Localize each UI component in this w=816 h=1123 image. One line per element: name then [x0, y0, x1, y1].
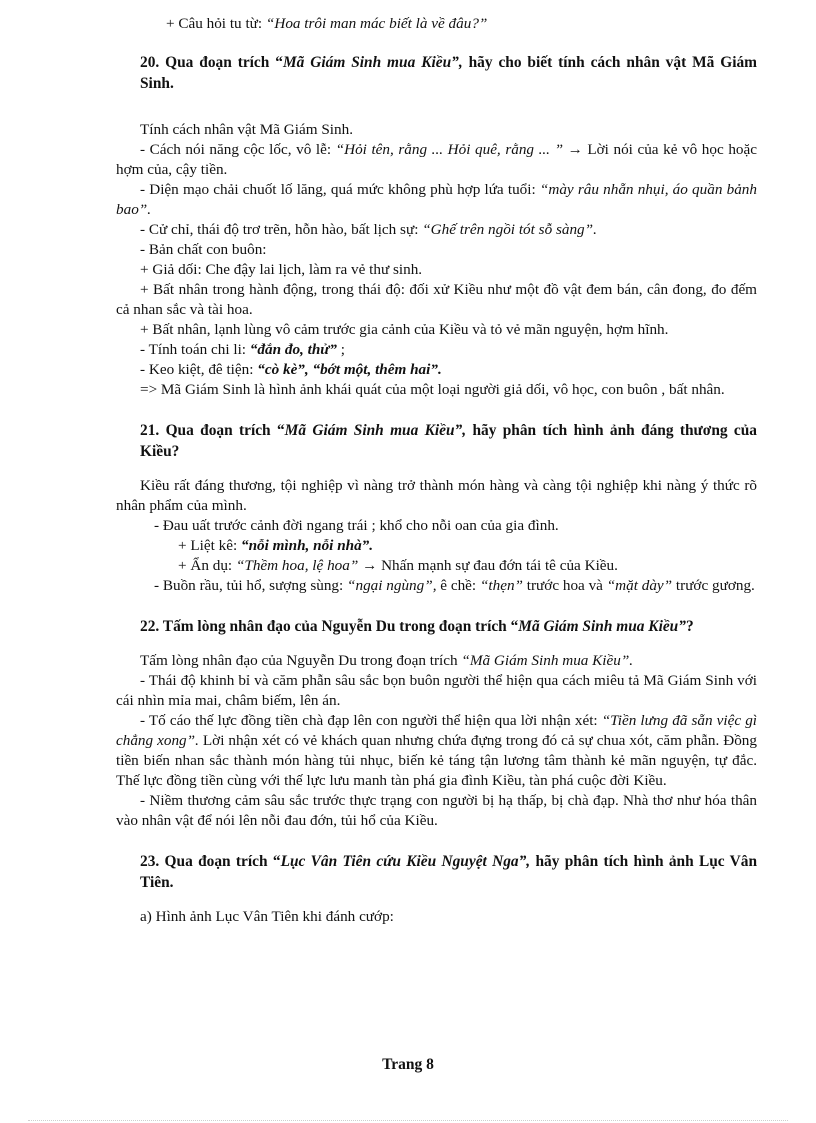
paragraph: Tấm lòng nhân đạo của Nguyễn Du trong đoạn trích “Mã Giám Sinh mua Kiều”. [140, 652, 634, 669]
section-23-heading: 23. Qua đoạn trích “Lục Vân Tiên cứu Kiều Nguyệt Nga”, hãy phân tích hình ảnh Lục Vân Tiên. [140, 853, 758, 891]
section-20-body: Tính cách nhân vật Mã Giám Sinh. - Cách nói năng cộc lốc, vô lễ: “Hỏi tên, rằng ... Hỏi quê, rằng ... ” → Lời nói của kẻ vô học hoặc hợm của, cậy tiền. - Diện mạo chải chuốt lố lăng, quá mức không phù hợp lứa tuổi: “mày râu nhẵn nhụi, áo quần bảnh bao”. - Cử chỉ, thái độ trơ trẽn, hỗn hào, bất lịch sự: “Ghế trên ngồi tót sỗ sàng”. - Bản chất con buôn: + Giả dối: Che đậy lai lịch, làm ra vẻ thư sinh. + Bất nhân trong hành động, trong thái độ: đối xử Kiều như một đồ vật đem bán, cân đong, đo đếm cả nhan sắc và tài hoa. + Bất nhân, lạnh lùng vô cảm trước gia cảnh của Kiều và tỏ vẻ mãn nguyện, hợm hĩnh. - Tính toán chi li: “đắn đo, thử” ; - Keo kiệt, đê tiện: “cò kè”, “bớt một, thêm hai”. => Mã Giám Sinh là hình ảnh khái quát của một loại người giả dối, vô học, con buôn , bất nhân. [116, 121, 757, 398]
paragraph: - Cách nói năng cộc lốc, vô lễ: “Hỏi tên, rằng ... Hỏi quê, rằng ... ” → Lời nói của kẻ vô học hoặc hợm của, cậy tiền. [116, 141, 757, 178]
page-number: Trang 8 [382, 1056, 434, 1073]
document-page [116, 14, 757, 927]
paragraph: - Tố cáo thế lực đồng tiền chà đạp lên con người thể hiện qua lời nhận xét: “Tiền lưng đã sẵn việc gì chẳng xong”. Lời nhận xét có vẻ khách quan nhưng chứa đựng trong đó cả sự chua xót, căm phẫn. Đồng tiền biến nhan sắc thành món hàng tủi nhục, biến kẻ táng tận lương tâm thành kẻ mãn nguyện, tự đắc. Thế lực đồng tiền cùng với thế lực lưu manh tàn phá gia đình Kiều, tàn phá cuộc đời Kiều. [116, 712, 758, 789]
paragraph: - Buồn rầu, tủi hổ, sượng sùng: “ngại ngùng”, ê chề: “thẹn” trước hoa và “mặt dày” trước gương. [154, 577, 755, 594]
section-22-heading: 22. Tấm lòng nhân đạo của Nguyễn Du trong đoạn trích “Mã Giám Sinh mua Kiều”? [140, 618, 694, 635]
paragraph: - Diện mạo chải chuốt lố lăng, quá mức không phù hợp lứa tuổi: “mày râu nhẵn nhụi, áo quần bảnh bao”. [116, 181, 757, 218]
paragraph: - Keo kiệt, đê tiện: “cò kè”, “bớt một, thêm hai”. [140, 361, 442, 378]
paragraph: - Tính toán chi li: “đắn đo, thử” ; [140, 341, 346, 358]
section-23-subheading: a) Hình ảnh Lục Vân Tiên khi đánh cướp: [140, 908, 394, 925]
paragraph: - Cử chỉ, thái độ trơ trẽn, hỗn hào, bất lịch sự: “Ghế trên ngồi tót sỗ sàng”. [140, 221, 597, 238]
section-20-heading: 20. Qua đoạn trích “Mã Giám Sinh mua Kiều”, hãy cho biết tính cách nhân vật Mã Giám Sinh. [140, 54, 757, 92]
section-22-body: Tấm lòng nhân đạo của Nguyễn Du trong đoạn trích “Mã Giám Sinh mua Kiều”. - Thái độ khinh bỉ và căm phẫn sâu sắc bọn buôn người thể hiện qua cách miêu tả Mã Giám Sinh với cái nhìn mỉa mai, châm biếm, lên án. - Tố cáo thế lực đồng tiền chà đạp lên con người thể hiện qua lời nhận xét: “Tiền lưng đã sẵn việc gì chẳng xong”. Lời nhận xét có vẻ khách quan nhưng chứa đựng trong đó cả sự chua xót, căm phẫn. Đồng tiền biến nhan sắc thành món hàng tủi nhục, biến kẻ táng tận lương tâm thành kẻ mãn nguyện, tự đắc. Thế lực đồng tiền cùng với thế lực lưu manh tàn phá gia đình Kiều, tàn phá cuộc đời Kiều. - Niềm thương cảm sâu sắc trước thực trạng con người bị hạ thấp, bị chà đạp. Nhà thơ như hóa thân vào nhân vật để nói lên nỗi đau đớn, tủi hổ của Kiều. [116, 652, 758, 829]
page-divider [28, 1120, 788, 1121]
section-21-heading: 21. Qua đoạn trích “Mã Giám Sinh mua Kiều”, hãy phân tích hình ảnh đáng thương của Kiều? [140, 422, 757, 460]
paragraph: + Liệt kê: “nỗi mình, nỗi nhà”. [178, 537, 374, 554]
rhetorical-question-line: + Câu hỏi tu từ: “Hoa trôi man mác biết là về đâu?” [166, 15, 488, 32]
paragraph: + Ẩn dụ: “Thềm hoa, lệ hoa” → Nhấn mạnh sự đau đớn tái tê của Kiều. [178, 557, 618, 574]
section-21-body: Kiều rất đáng thương, tội nghiệp vì nàng trở thành món hàng và càng tội nghiệp khi nàng ý thức rõ nhân phẩm của mình. - Đau uất trước cảnh đời ngang trái ; khổ cho nỗi oan của gia đình. + Liệt kê: “nỗi mình, nỗi nhà”. + Ẩn dụ: “Thềm hoa, lệ hoa” → Nhấn mạnh sự đau đớn tái tê của Kiều. - Buồn rầu, tủi hổ, sượng sùng: “ngại ngùng”, ê chề: “thẹn” trước hoa và “mặt dày” trước gương. [116, 477, 757, 594]
